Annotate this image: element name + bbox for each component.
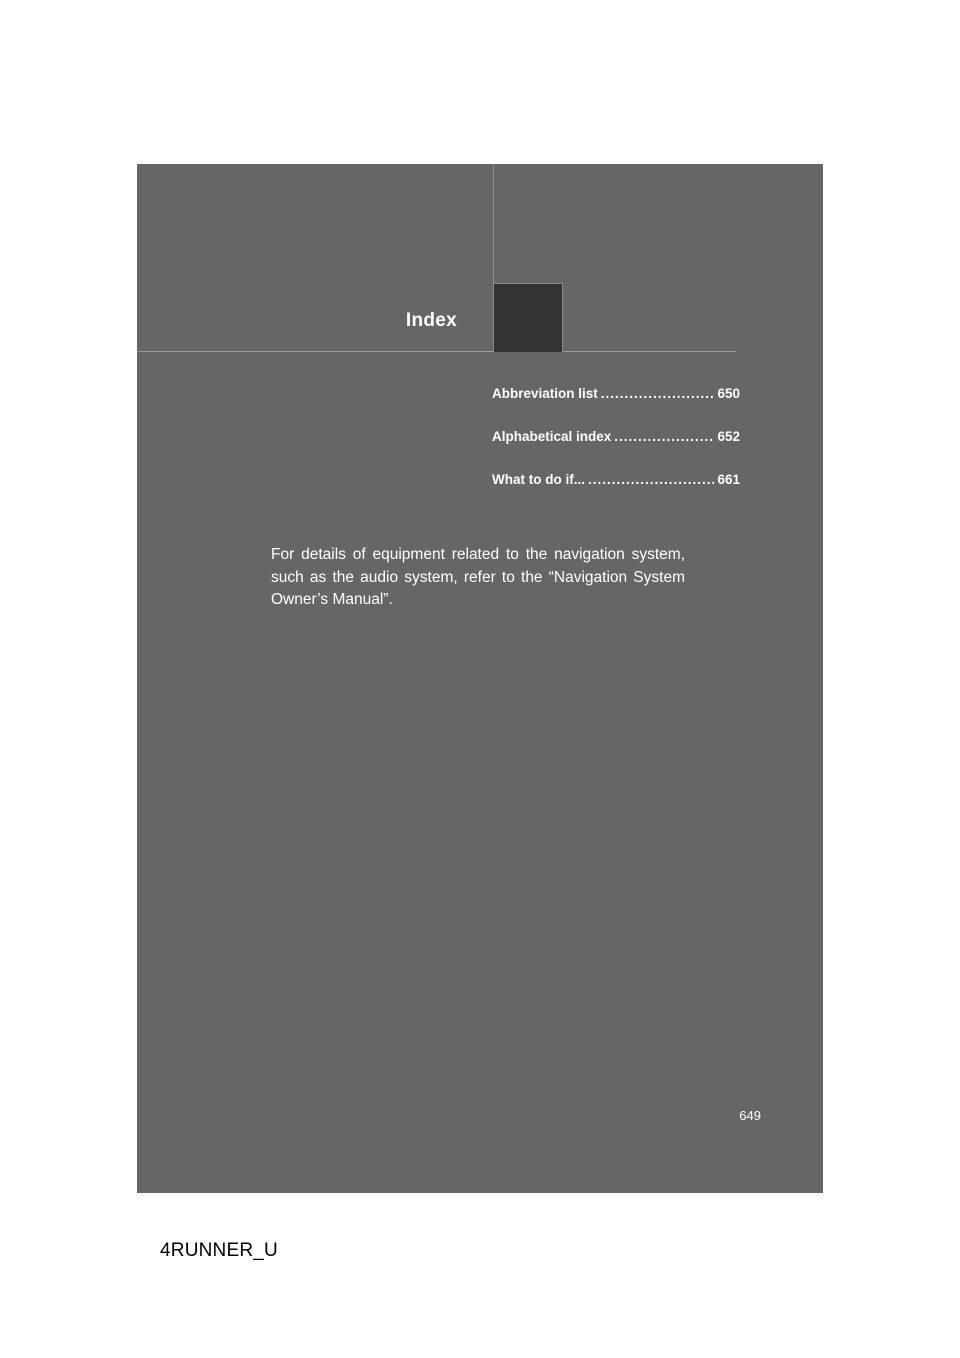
toc-item-label: Abbreviation list <box>492 386 598 401</box>
section-tab-marker <box>494 283 563 352</box>
toc-item-page: 652 <box>717 429 740 444</box>
table-of-contents <box>492 386 740 515</box>
toc-leader-dots <box>614 429 714 444</box>
page-number: 649 <box>739 1108 761 1123</box>
horizontal-divider <box>137 351 736 352</box>
toc-item-what-to-do-if[interactable] <box>492 472 740 515</box>
document-code: 4RUNNER_U <box>160 1240 278 1261</box>
toc-item-label: Alphabetical index <box>492 429 612 444</box>
navigation-note: For details of equipment related to the navigation system, such as the audio system, refer to the “Navigation System Owner’s Manual”. <box>271 546 685 608</box>
index-page-panel <box>137 164 823 1193</box>
toc-item-alphabetical-index[interactable] <box>492 429 740 472</box>
toc-leader-dots <box>588 472 714 487</box>
toc-item-page: 650 <box>717 386 740 401</box>
toc-leader-dots <box>601 386 715 401</box>
toc-item-abbreviation-list[interactable] <box>492 386 740 429</box>
toc-item-label: What to do if... <box>492 472 585 487</box>
section-title: Index <box>405 310 457 331</box>
toc-item-page: 661 <box>717 472 740 487</box>
